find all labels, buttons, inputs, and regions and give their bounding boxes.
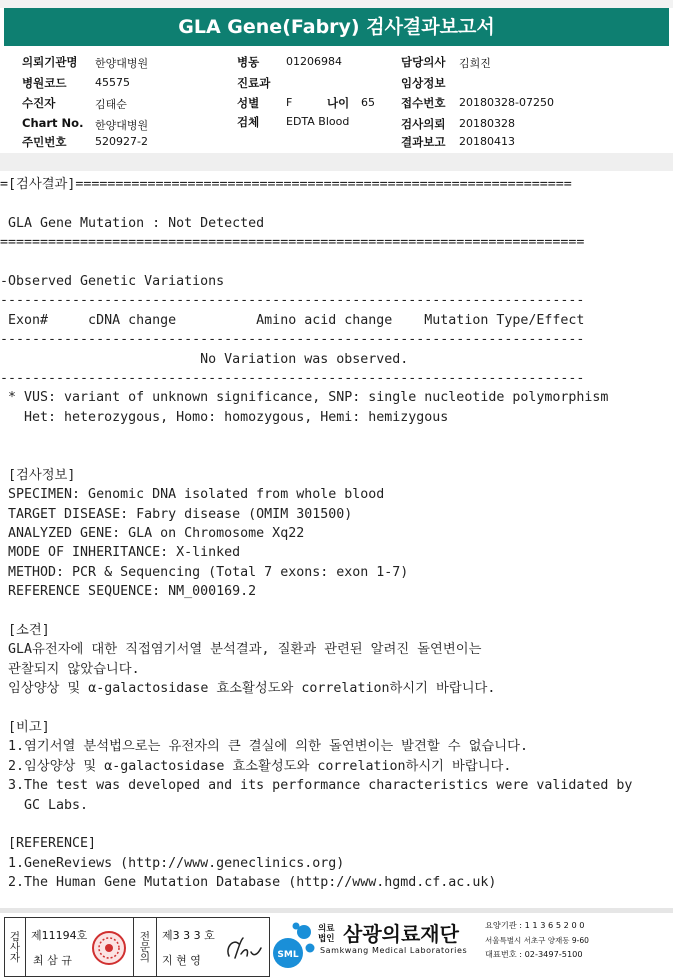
specimen-label: 검체 bbox=[237, 115, 260, 129]
logo-text: SML bbox=[277, 950, 299, 960]
specialist-license: 제3 3 3 호 bbox=[162, 929, 215, 942]
report-line bbox=[0, 815, 673, 834]
report-line: REFERENCE SEQUENCE: NM_000169.2 bbox=[0, 584, 257, 600]
report-line: =[검사결과]============================================================== bbox=[0, 177, 572, 192]
report-line: [소견] bbox=[0, 622, 50, 638]
report-body bbox=[0, 175, 673, 892]
report-line bbox=[0, 253, 673, 272]
report-line: 임상양상 및 α-galactosidase 효소활성도와 correlation하시기 바랍니다. bbox=[0, 681, 496, 697]
ward-label: 병동 bbox=[237, 55, 260, 69]
receipt-value: 20180328-07250 bbox=[459, 96, 554, 109]
hospital-code-value: 45575 bbox=[95, 76, 130, 89]
specialist-label: 전문의 bbox=[133, 918, 157, 976]
receipt-label: 접수번호 bbox=[401, 96, 446, 110]
report-line: GLA유전자에 대한 직접염기서열 분석결과, 질환과 관련된 알려진 돌연변이는 bbox=[0, 642, 482, 658]
resident-no-label: 주민번호 bbox=[22, 135, 67, 149]
report-line: 3.The test was developed and its performance characteristics were validated by bbox=[0, 778, 633, 794]
request-value: 20180328 bbox=[459, 117, 515, 130]
report-line: GC Labs. bbox=[0, 797, 89, 813]
signature-box bbox=[4, 917, 270, 977]
report-line: [REFERENCE] bbox=[0, 836, 97, 852]
report-line: METHOD: PCR & Sequencing (Total 7 exons: exon 1-7) bbox=[0, 564, 409, 580]
report-line: [검사정보] bbox=[0, 467, 76, 483]
report-line: * VUS: variant of unknown significance, SNP: single nucleotide polymorphism bbox=[0, 390, 609, 406]
age-label: 나이 bbox=[327, 96, 350, 110]
phone: 대표번호 : 02-3497-5100 bbox=[485, 949, 583, 959]
examiner-name: 최 삼 규 bbox=[33, 954, 72, 967]
report-line: ------------------------------------------------------------------------- bbox=[0, 332, 585, 348]
report-line: No Variation was observed. bbox=[0, 351, 409, 367]
sml-logo-icon bbox=[272, 916, 316, 972]
chart-no-value: 한양대병원 bbox=[95, 119, 149, 132]
institution-value: 한양대병원 bbox=[95, 57, 149, 70]
foundation-name: 삼광의료재단 bbox=[343, 922, 459, 946]
report-line: 2.The Human Gene Mutation Database (http://www.hgmd.cf.ac.uk) bbox=[0, 875, 497, 891]
report-line: 1.염기서열 분석법으로는 유전자의 큰 결실에 의한 돌연변이는 발견할 수 없습니다. bbox=[0, 739, 528, 755]
signature-icon bbox=[223, 934, 265, 964]
report-line: [비고] bbox=[0, 719, 50, 735]
examiner-license: 제11194호 bbox=[31, 929, 88, 942]
report-line bbox=[0, 194, 673, 213]
request-label: 검사의뢰 bbox=[401, 117, 446, 131]
institution-code: 요양기관 : 1 1 3 6 5 2 0 0 bbox=[485, 920, 585, 930]
specimen-value: EDTA Blood bbox=[286, 115, 350, 128]
patient-label: 수진자 bbox=[22, 96, 56, 110]
report-date-label: 결과보고 bbox=[401, 135, 446, 149]
patient-value: 김태순 bbox=[95, 98, 127, 111]
foundation-prefix: 의료 법인 bbox=[318, 924, 335, 944]
report-date-value: 20180413 bbox=[459, 135, 515, 148]
report-line: Het: heterozygous, Homo: homozygous, Hemi: hemizygous bbox=[0, 409, 449, 425]
report-line bbox=[0, 446, 673, 465]
patient-header bbox=[0, 50, 673, 155]
report-line: Exon# cDNA change Amino acid change Mutation Type/Effect bbox=[0, 312, 585, 328]
report-line: SPECIMEN: Genomic DNA isolated from whole blood bbox=[0, 487, 385, 503]
sex-value: F bbox=[286, 96, 293, 109]
footer-bar bbox=[0, 908, 673, 913]
sex-label: 성별 bbox=[237, 96, 260, 110]
clinical-info-label: 임상정보 bbox=[401, 76, 446, 90]
report-line bbox=[0, 427, 673, 446]
report-line: ANALYZED GENE: GLA on Chromosome Xq22 bbox=[0, 526, 305, 542]
report-line: ------------------------------------------------------------------------- bbox=[0, 293, 585, 309]
footer bbox=[0, 908, 673, 980]
report-line: 1.GeneReviews (http://www.geneclinics.org) bbox=[0, 855, 345, 871]
seal-icon bbox=[91, 930, 127, 966]
report-line bbox=[0, 602, 673, 621]
report-line bbox=[0, 699, 673, 718]
hospital-code-label: 병원코드 bbox=[22, 76, 67, 90]
report-line: -Observed Genetic Variations bbox=[0, 273, 225, 289]
ward-value: 01206984 bbox=[286, 55, 342, 68]
institution-label: 의뢰기관명 bbox=[22, 55, 78, 69]
report-title: GLA Gene(Fabry) 검사결과보고서 bbox=[4, 8, 669, 46]
report-line: MODE OF INHERITANCE: X-linked bbox=[0, 545, 241, 561]
report-line: ------------------------------------------------------------------------- bbox=[0, 370, 585, 386]
report-line: 관찰되지 않았습니다. bbox=[0, 661, 140, 677]
age-value: 65 bbox=[361, 96, 375, 109]
report-line: ========================================================================= bbox=[0, 235, 585, 251]
specialist-name: 지 현 영 bbox=[162, 954, 201, 967]
chart-no-label: Chart No. bbox=[22, 116, 84, 130]
report-line: TARGET DISEASE: Fabry disease (OMIM 301500) bbox=[0, 506, 353, 522]
top-strip bbox=[0, 0, 673, 8]
header-divider bbox=[0, 153, 673, 171]
resident-no-value: 520927-2 bbox=[95, 135, 148, 148]
report-line: 2.임상양상 및 α-galactosidase 효소활성도와 correlation하시기 바랍니다. bbox=[0, 758, 512, 774]
report-line: GLA Gene Mutation : Not Detected bbox=[0, 215, 265, 231]
doctor-value: 김희진 bbox=[459, 57, 491, 70]
address: 서울특별시 서초구 양재동 9-60 bbox=[485, 936, 589, 945]
foundation-en: Samkwang Medical Laboratories bbox=[320, 946, 468, 955]
dept-label: 진료과 bbox=[237, 76, 271, 90]
examiner-label: 검사자 bbox=[5, 918, 26, 976]
doctor-label: 담당의사 bbox=[401, 55, 446, 69]
